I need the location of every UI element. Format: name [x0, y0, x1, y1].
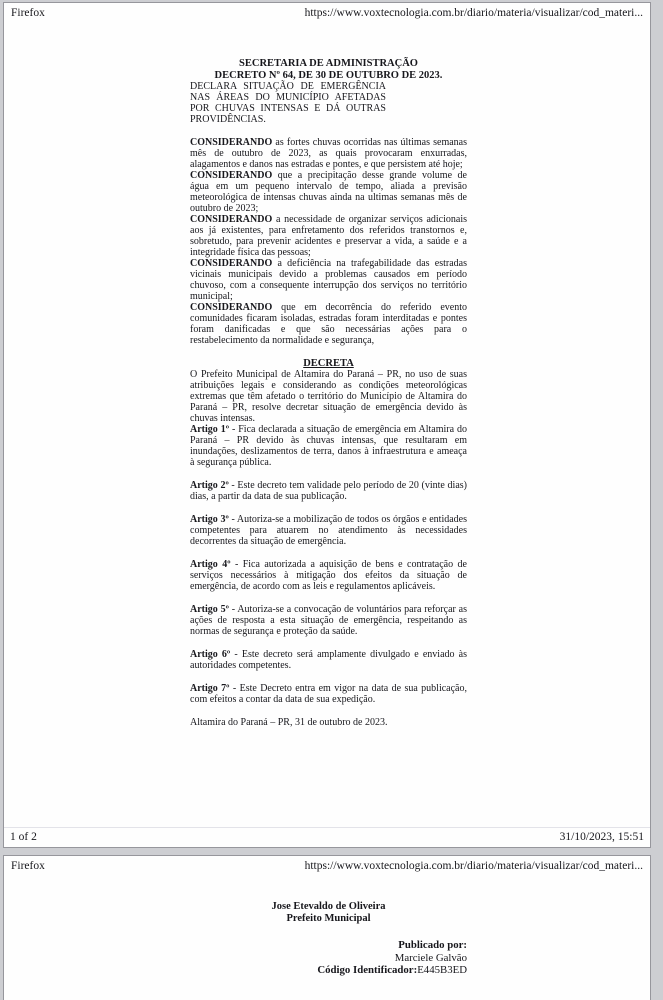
- decree-dateline: Altamira do Paraná – PR, 31 de outubro de 2023.: [190, 717, 388, 728]
- source-url: https://www.voxtecnologia.com.br/diario/materia/visualizar/cod_materi...: [304, 860, 643, 872]
- published-by-label: Publicado por:: [398, 939, 467, 951]
- article-label: Artigo 6º: [190, 649, 231, 660]
- page1-print-header: [4, 3, 650, 22]
- considerando-text: as fortes chuvas ocorridas nas últimas semanas mês de outubro de 2023, as quais provocaram enxurradas, alagamentos e danos nas estradas e pontes, e que persistem até hoje;: [190, 137, 467, 170]
- considerando-lead: CONSIDERANDO: [190, 214, 273, 225]
- article-paragraph: [190, 480, 467, 502]
- secretaria-heading: SECRETARIA DE ADMINISTRAÇÃO: [239, 58, 418, 69]
- considerando-lead: CONSIDERANDO: [190, 137, 273, 148]
- printed-page-1: [3, 2, 651, 848]
- article-paragraph: [190, 649, 467, 671]
- page-indicator: 1 of 2: [10, 831, 37, 843]
- document-body: [190, 58, 467, 728]
- article-text: - Este decreto será amplamente divulgado e enviado às autoridades competentes.: [190, 649, 467, 671]
- article-label: Artigo 4º: [190, 559, 231, 570]
- article-label: Artigo 5º: [190, 604, 229, 615]
- considerando-text: que em decorrência do referido evento comunidades ficaram isoladas, estradas foram interditadas e pontes foram danificadas e que são necessárias ações para o restabelecimento da normalidade e segurança,: [190, 302, 467, 346]
- article-text: - Fica autorizada a aquisição de bens e contratação de serviços necessários à mitigação dos efeitos da situação de emergência, de acordo com as leis e regulamentos aplicáveis.: [190, 559, 467, 592]
- considerando-paragraph: [190, 170, 467, 214]
- considerando-text: a deficiência na trafegabilidade das estradas vicinais municipais devido a problemas causados em período chuvoso, com a consequente interrupção dos serviços no território municipal;: [190, 258, 467, 302]
- article-label: Artigo 3º: [190, 514, 229, 525]
- identifier-code-value: E445B3ED: [417, 964, 467, 976]
- page1-print-footer: [4, 827, 650, 847]
- article-paragraph: [190, 559, 467, 592]
- considerando-paragraph: [190, 302, 467, 346]
- publication-block: [190, 939, 467, 977]
- article-text: - Este decreto tem validade pelo período de 20 (vinte dias) dias, a partir da data de sua publicação.: [190, 480, 467, 502]
- identifier-code-line: [190, 964, 467, 977]
- signatory-role: Prefeito Municipal: [286, 913, 371, 924]
- printed-page-2: [3, 855, 651, 1000]
- decree-preamble: O Prefeito Municipal de Altamira do Paraná – PR, no uso de suas atribuições legais e considerando as condições meteorológicas extremas que têm afetado o território do Município de Altamira do Paraná – PR, resolve decretar situação de emergência devido às chuvas intensas.: [190, 369, 467, 424]
- article-paragraph: [190, 514, 467, 547]
- considerandos-section: [190, 137, 467, 346]
- page2-document-body: [190, 901, 467, 977]
- decree-number-heading: DECRETO Nº 64, DE 30 DE OUTUBRO DE 2023.: [214, 69, 443, 81]
- article-label: Artigo 2º: [190, 480, 229, 491]
- considerando-text: que a precipitação desse grande volume de água em um pequeno intervalo de tempo, aliada a previsão meteorológica de intensas chuvas ainda na ultimas semanas mês de outubro de 2023;: [190, 170, 467, 214]
- article-text: - Autoriza-se a mobilização de todos os órgãos e entidades competentes para atuarem no atendimento às necessidades decorrentes da situação de emergência.: [190, 514, 467, 547]
- signature-block: [190, 901, 467, 925]
- article-paragraph: [190, 604, 467, 637]
- article-label: Artigo 7º: [190, 683, 230, 694]
- considerando-text: a necessidade de organizar serviços adicionais aos já existentes, para enfretamento dos referidos transtornos e, sobretudo, para prevenir acidentes e preservar a vida, a saúde e a integridade física das pessoas;: [190, 214, 467, 258]
- article-text: - Autoriza-se a convocação de voluntários para reforçar as ações de resposta a esta situação de emergência, respeitando as normas de segurança e proteção da saúde.: [190, 604, 467, 637]
- article-paragraph: [190, 424, 467, 468]
- signatory-name: Jose Etevaldo de Oliveira: [271, 901, 386, 912]
- source-url: https://www.voxtecnologia.com.br/diario/materia/visualizar/cod_materi...: [304, 7, 643, 19]
- considerando-paragraph: [190, 258, 467, 302]
- decree-summary: DECLARA SITUAÇÃO DE EMERGÊNCIA NAS ÁREAS DO MUNICÍPIO AFETADAS POR CHUVAS INTENSAS E DÁ OUTRAS PROVIDÊNCIAS.: [190, 81, 386, 125]
- article-paragraph: [190, 683, 467, 705]
- considerando-lead: CONSIDERANDO: [190, 302, 273, 313]
- browser-app-name: Firefox: [11, 7, 45, 19]
- article-text: - Este Decreto entra em vigor na data de sua publicação, com efeitos a contar da data de sua expedição.: [190, 683, 467, 705]
- considerando-lead: CONSIDERANDO: [190, 170, 273, 181]
- considerando-paragraph: [190, 137, 467, 170]
- article-label: Artigo 1º: [190, 424, 230, 435]
- browser-app-name: Firefox: [11, 860, 45, 872]
- decreta-heading: DECRETA: [303, 358, 354, 369]
- document-title-block: [190, 58, 467, 81]
- publisher-name: Marciele Galvão: [394, 951, 467, 964]
- identifier-code-label: Código Identificador:: [317, 964, 418, 976]
- considerando-paragraph: [190, 214, 467, 258]
- print-timestamp: 31/10/2023, 15:51: [559, 831, 644, 843]
- page2-print-header: [4, 856, 650, 875]
- considerando-lead: CONSIDERANDO: [190, 258, 273, 269]
- article-text: - Fica declarada a situação de emergência em Altamira do Paraná – PR devido às chuvas intensas, que resultaram em inundações, deslizamentos de terra, danos à infraestrutura e ameaça à segurança pública.: [190, 424, 467, 468]
